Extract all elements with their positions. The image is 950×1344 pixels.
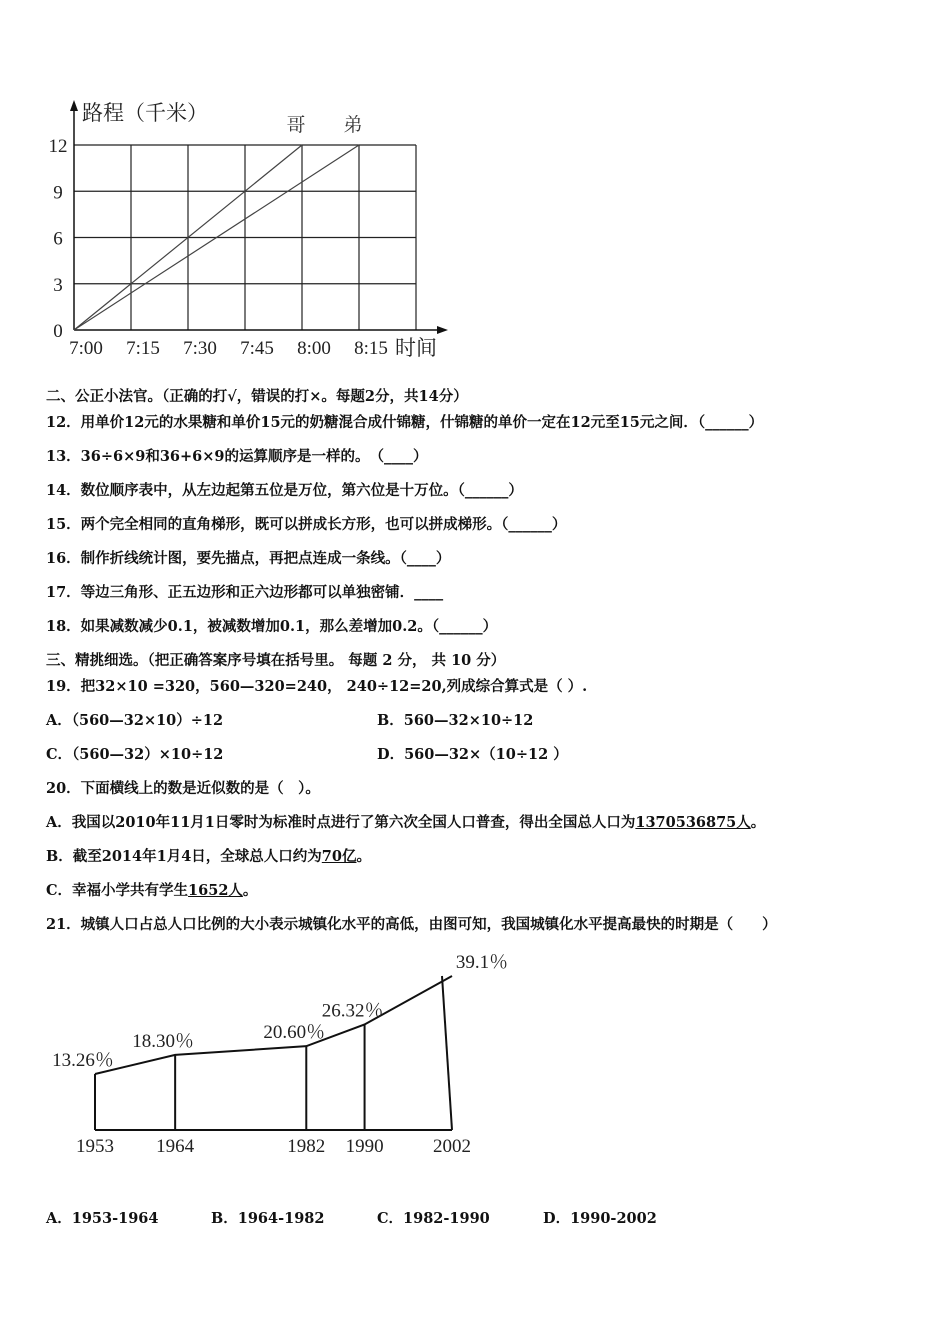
option-c-text: C．幸福小学共有学生	[46, 882, 189, 899]
question-17: 17．等边三角形、正五边形和正六边形都可以单独密铺．____	[46, 584, 444, 601]
y-axis-arrow	[70, 100, 78, 111]
chart-series	[95, 976, 452, 1130]
x-tick-label: 7:00	[69, 338, 103, 359]
question-13: 13．36÷6×9和36+6×9的运算顺序是一样的。 （____）	[46, 448, 428, 465]
question-15: 15．两个完全相同的直角梯形，既可以拼成长方形，也可以拼成梯形。（______）	[46, 516, 567, 533]
x-axis-label: 时间	[395, 336, 437, 360]
option-c-end: 。	[242, 882, 258, 899]
question-20-stem: 20．下面横线上的数是近似数的是（ ）。	[46, 780, 320, 797]
y-tick-label: 0	[53, 321, 63, 342]
question-19-option-a: A．（560—32×10）÷12	[46, 712, 224, 729]
y-tick-label: 9	[53, 182, 63, 204]
question-18: 18．如果减数减少0.1，被减数增加0.1，那么差增加0.2。（______）	[46, 618, 498, 635]
question-14: 14．数位顺序表中，从左边起第五位是万位，第六位是十万位。（______）	[46, 482, 523, 499]
data-label: 39.1％	[455, 952, 509, 973]
chart-grid	[74, 145, 416, 330]
data-label: 26.32％	[321, 1000, 384, 1022]
option-a-underlined: 1370536875人	[635, 814, 751, 831]
y-tick-label: 6	[53, 228, 63, 250]
chart-labels	[49, 101, 438, 360]
question-21-stem: 21．城镇人口占总人口比例的大小表示城镇化水平的高低，由图可知，我国城镇化水平提高最快的时期是（ ）	[46, 916, 777, 933]
question-19-option-b: B．560—32×10÷12	[377, 712, 534, 729]
question-21-option-c: C．1982-1990	[377, 1210, 490, 1227]
distance-time-chart	[0, 0, 470, 370]
x-tick-label: 2002	[433, 1136, 471, 1157]
legend-label: 弟	[343, 115, 363, 136]
x-tick-label: 7:30	[183, 338, 217, 359]
data-label: 13.26％	[52, 1050, 114, 1071]
x-tick-label: 8:15	[354, 338, 388, 359]
question-21-option-d: D．1990-2002	[543, 1210, 657, 1227]
chart-axes	[70, 100, 448, 334]
x-tick-label: 7:45	[240, 338, 274, 359]
option-b-text: B．截至2014年1月4日，全球总人口约为	[46, 848, 322, 865]
question-12: 12．用单价12元的水果糖和单价15元的奶糖混合成什锦糖，什锦糖的单价一定在12元至15元之间．（______）	[46, 414, 764, 431]
question-20-option-a	[46, 811, 765, 832]
section2-heading: 二、公正小法官。（正确的打√，错误的打×。每题2分，共14分）	[46, 388, 468, 405]
question-20-option-b	[46, 845, 371, 866]
data-label: 20.60％	[263, 1022, 326, 1044]
question-16: 16．制作折线统计图，要先描点，再把点连成一条线。（____）	[46, 550, 451, 567]
vertical-line	[442, 976, 452, 1130]
x-axis-arrow	[437, 326, 448, 334]
y-tick-label: 3	[53, 274, 63, 296]
question-21-option-b: B．1964-1982	[211, 1210, 325, 1227]
question-21-option-a: A．1953-1964	[46, 1210, 159, 1227]
option-b-underlined: 70亿	[321, 848, 357, 865]
x-tick-label: 8:00	[297, 338, 331, 359]
y-tick-label: 12	[48, 136, 68, 157]
data-label: 18.30％	[132, 1030, 195, 1052]
option-a-end: 。	[750, 814, 766, 831]
y-axis-label: 路程（千米）	[82, 101, 208, 125]
question-19-stem: 19．把32×10 =320，560—320=240， 240÷12=20,列成综合算式是（ ）.	[46, 678, 588, 695]
x-tick-label: 1964	[156, 1136, 195, 1157]
x-tick-label: 7:15	[126, 338, 160, 359]
x-tick-label: 1982	[287, 1136, 326, 1157]
question-20-option-c	[46, 879, 257, 900]
section3-heading: 三、精挑细选。（把正确答案序号填在括号里。 每题 2 分， 共 10 分）	[46, 652, 506, 669]
x-tick-label: 1990	[345, 1136, 384, 1157]
urbanization-chart	[0, 950, 560, 1170]
option-b-end: 。	[356, 848, 371, 865]
question-19-option-c: C．（560—32）×10÷12	[46, 746, 224, 763]
option-a-text: A．我国以2010年11月1日零时为标准时点进行了第六次全国人口普查，得出全国总人口为	[46, 814, 636, 831]
question-19-option-d: D．560—32×（10÷12 ）	[377, 746, 568, 763]
legend-label: 哥	[286, 115, 306, 136]
x-tick-label: 1953	[76, 1136, 114, 1157]
option-c-underlined: 1652人	[188, 882, 243, 899]
